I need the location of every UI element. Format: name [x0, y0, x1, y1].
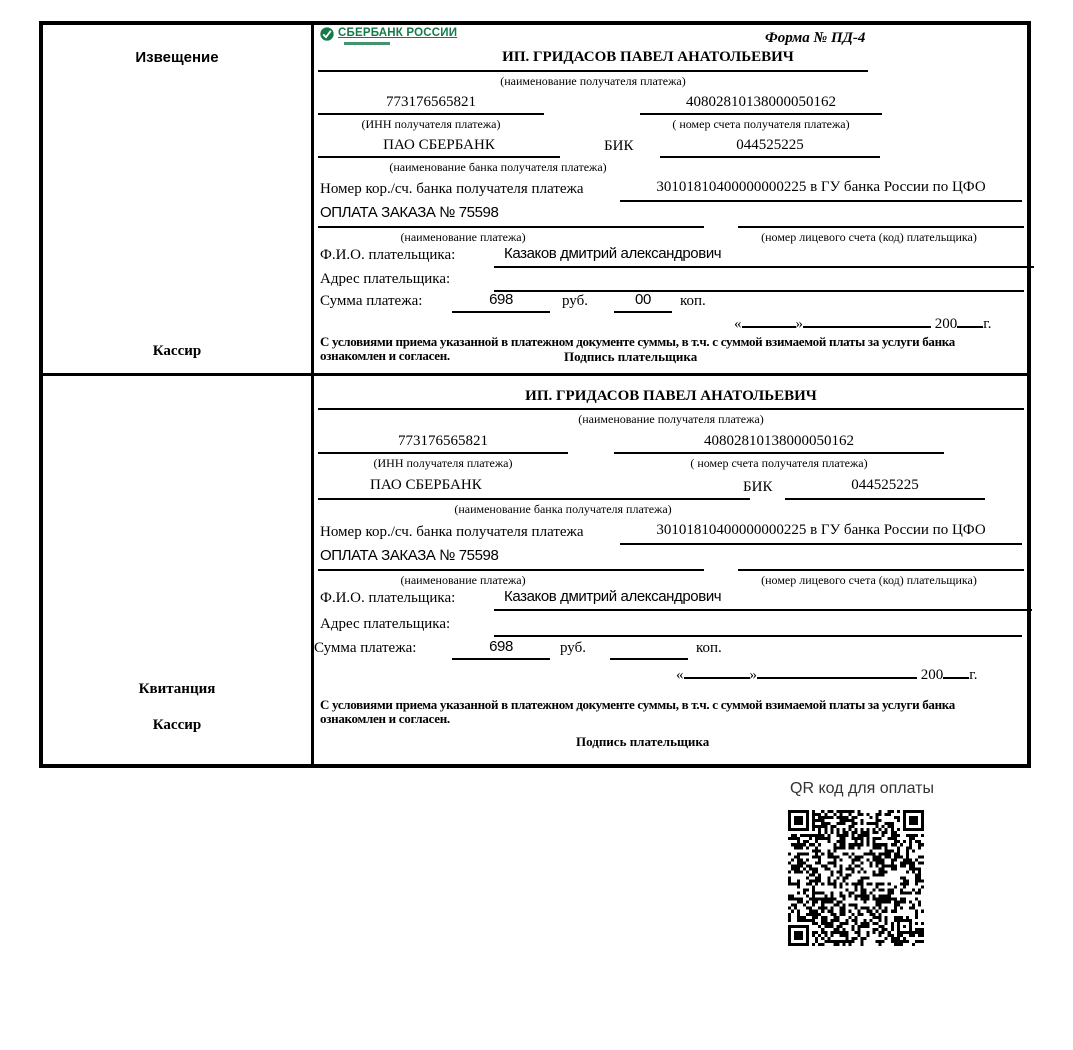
recipient-name: ИП. ГРИДАСОВ ПАВЕЛ АНАТОЛЬЕВИЧ — [502, 49, 794, 65]
account-hint: ( номер счета получателя платежа) — [690, 456, 868, 470]
bank-name: ПАО СБЕРБАНК — [318, 137, 560, 158]
date-month-blank — [757, 664, 917, 679]
payer-label: Ф.И.О. плательщика: — [320, 247, 456, 263]
personal-account-line — [738, 204, 1024, 228]
kop-label: коп. — [696, 640, 722, 656]
payer-name: Казаков дмитрий александрович — [494, 588, 1032, 611]
amount-kop-value: 00 — [614, 291, 672, 313]
recipient-hint: (наименование получателя платежа) — [578, 412, 764, 426]
corr-account-label: Номер кор./сч. банка получателя платежа — [320, 524, 584, 540]
year-prefix: 200 — [920, 667, 944, 683]
sberbank-logo-tagline — [344, 42, 390, 45]
signature-label: Подпись плательщика — [576, 734, 710, 749]
qr-caption: QR код для оплаты — [790, 780, 935, 797]
account-value: 40802810138000050162 — [614, 433, 944, 454]
bik-value: 044525225 — [660, 137, 880, 158]
rub-label: руб. — [562, 293, 588, 309]
bik-label: БИК — [743, 479, 773, 495]
bank-hint: (наименование банка получателя платежа) — [454, 502, 672, 516]
inn-value: 773176565821 — [318, 94, 544, 115]
account-value: 40802810138000050162 — [640, 94, 882, 115]
recipient-name-line — [318, 49, 868, 72]
date-day-blank — [742, 313, 796, 328]
personal-account-line — [738, 547, 1024, 571]
date-day-blank — [684, 664, 750, 679]
sberbank-logo — [320, 27, 457, 41]
date-year-blank — [943, 664, 969, 679]
kop-label: коп. — [680, 293, 706, 309]
year-prefix: 200 — [934, 316, 958, 332]
payer-label: Ф.И.О. плательщика: — [320, 590, 456, 606]
inn-hint: (ИНН получателя платежа) — [361, 117, 501, 131]
notice-side-label: Извещение — [135, 49, 219, 66]
year-suffix: г. — [983, 316, 992, 332]
personal-account-hint: (номер лицевого счета (код) плательщика) — [761, 573, 977, 587]
address-label: Адрес плательщика: — [320, 271, 451, 287]
agreement-text: С условиями приема указанной в платежном документе суммы, в т.ч. с суммой взимаемой платы за услуги банка ознакомлен и согласен. — [320, 334, 955, 363]
bik-label: БИК — [604, 138, 634, 154]
notice-cashier-label: Кассир — [152, 343, 202, 359]
amount-label: Сумма платежа: — [320, 293, 423, 309]
qr-code — [788, 810, 924, 946]
receipt-left-cell — [43, 376, 314, 764]
inn-hint: (ИНН получателя платежа) — [373, 456, 513, 470]
inn-value: 773176565821 — [318, 433, 568, 454]
bik-value: 044525225 — [785, 477, 985, 500]
notice-left-cell — [43, 25, 314, 373]
date-line — [734, 313, 991, 333]
amount-kop-value — [610, 638, 688, 660]
address-line — [494, 269, 1024, 292]
personal-account-hint: (номер лицевого счета (код) плательщика) — [761, 230, 977, 244]
agreement-text: С условиями приема указанной в платежном документе суммы, в т.ч. с суммой взимаемой платы за услуги банка ознакомлен и согласен. — [320, 697, 955, 726]
year-suffix: г. — [969, 667, 978, 683]
payment-hint: (наименование платежа) — [400, 573, 526, 587]
date-line — [676, 664, 977, 684]
payment-hint: (наименование платежа) — [400, 230, 526, 244]
close-quote: » — [749, 667, 757, 683]
payment-purpose: ОПЛАТА ЗАКАЗА № 75598 — [318, 547, 704, 571]
receipt-cashier-label: Кассир — [152, 717, 202, 733]
amount-rub-value: 698 — [452, 291, 550, 313]
payment-form-pd4 — [39, 21, 1031, 768]
receipt-section — [43, 376, 1027, 764]
sberbank-logo-icon — [320, 27, 334, 41]
corr-account-label: Номер кор./сч. банка получателя платежа — [320, 181, 584, 197]
payer-name: Казаков дмитрий александрович — [494, 245, 1034, 268]
open-quote: « — [734, 316, 742, 332]
amount-rub-value: 698 — [452, 638, 550, 660]
address-label: Адрес плательщика: — [320, 616, 451, 632]
receipt-form-area — [314, 376, 1027, 764]
open-quote: « — [676, 667, 684, 683]
close-quote: » — [795, 316, 803, 332]
bank-name: ПАО СБЕРБАНК — [318, 477, 750, 500]
recipient-name: ИП. ГРИДАСОВ ПАВЕЛ АНАТОЛЬЕВИЧ — [525, 388, 817, 404]
recipient-hint: (наименование получателя платежа) — [500, 74, 686, 88]
corr-account-value: 30101810400000000225 в ГУ банка России по ЦФО — [620, 522, 1022, 545]
amount-label: Сумма платежа: — [314, 640, 417, 656]
corr-account-value: 30101810400000000225 в ГУ банка России по ЦФО — [620, 179, 1022, 202]
receipt-side-label: Квитанция — [138, 681, 216, 697]
signature-label: Подпись плательщика — [564, 349, 698, 364]
date-year-blank — [957, 313, 983, 328]
notice-section — [43, 25, 1027, 376]
bank-hint: (наименование банка получателя платежа) — [389, 160, 607, 174]
account-hint: ( номер счета получателя платежа) — [672, 117, 850, 131]
address-line — [494, 614, 1022, 637]
notice-form-area — [314, 25, 1027, 373]
date-month-blank — [803, 313, 931, 328]
form-number-label: Форма № ПД-4 — [765, 30, 866, 46]
payment-purpose: ОПЛАТА ЗАКАЗА № 75598 — [318, 204, 704, 228]
sberbank-logo-text: СБЕРБАНК РОССИИ — [338, 27, 458, 39]
rub-label: руб. — [560, 640, 586, 656]
recipient-name-line — [318, 388, 1024, 410]
